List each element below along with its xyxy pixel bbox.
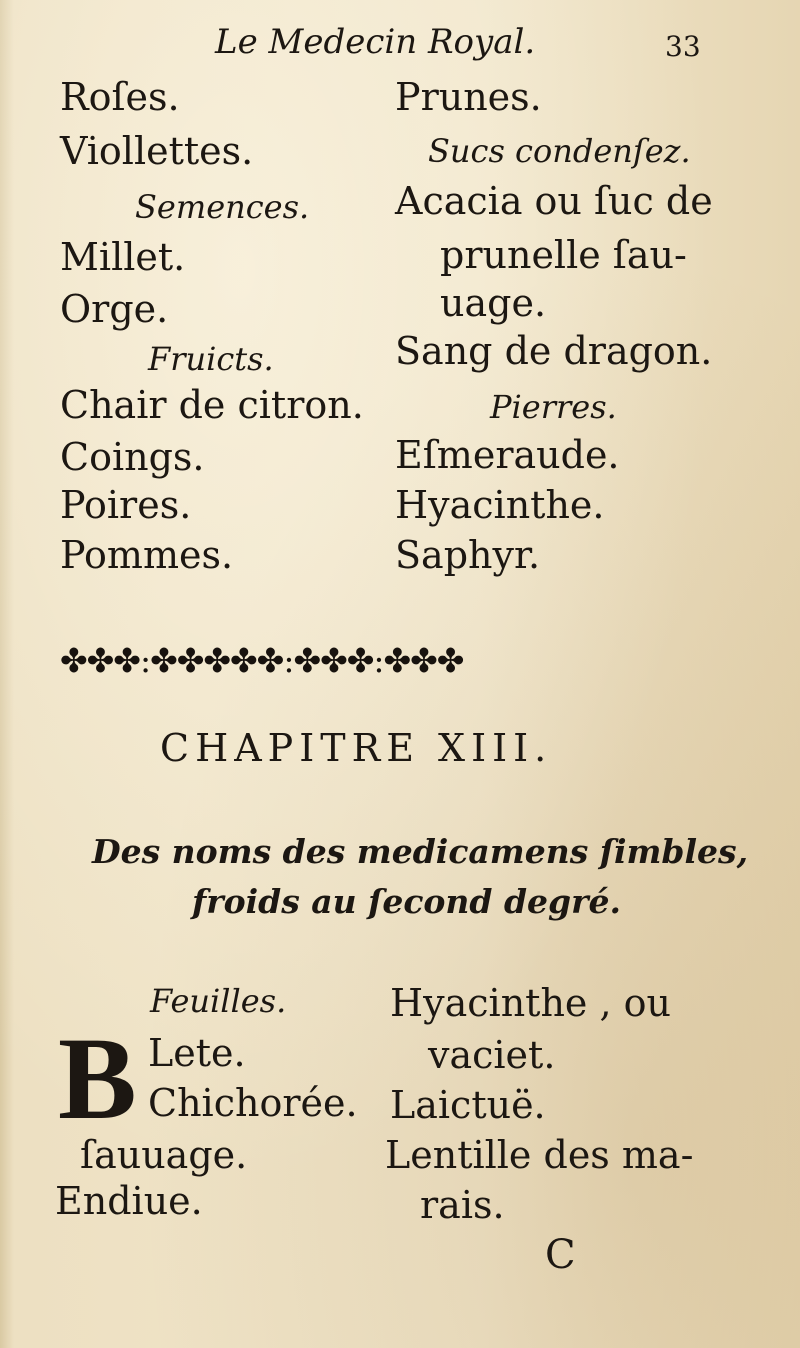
list-item: Pommes. xyxy=(60,533,234,577)
list-item: Millet. xyxy=(60,235,186,279)
list-item: Acacia ou ſuc de xyxy=(395,179,713,223)
page-number: 33 xyxy=(665,30,701,63)
section-heading: Semences. xyxy=(135,188,310,226)
list-item: Endiue. xyxy=(55,1179,203,1223)
section-heading: Fruicts. xyxy=(148,340,274,378)
chapter-subtitle-line1: Des noms des medicamens ſimbles, xyxy=(92,832,749,871)
list-item: Lete. xyxy=(148,1031,246,1075)
fleuron-ornament: ✤✤✤:✤✤✤✤✤:✤✤✤:✤✤✤ xyxy=(60,641,464,680)
drop-cap: B xyxy=(58,1013,137,1144)
signature-mark: C xyxy=(545,1232,576,1278)
list-item: Eſmeraude. xyxy=(395,433,620,477)
list-item: Roſes. xyxy=(60,75,180,119)
list-item: Laictuë. xyxy=(390,1083,546,1127)
list-item: Hyacinthe , ou xyxy=(390,981,671,1025)
chapter-heading: CHAPITRE XIII. xyxy=(160,726,553,770)
list-item: Orge. xyxy=(60,287,169,331)
running-title: Le Medecin Royal. xyxy=(215,22,536,62)
list-item: Sang de dragon. xyxy=(395,329,713,373)
chapter-subtitle-line2: froids au ſecond degré. xyxy=(192,882,621,921)
section-heading: Pierres. xyxy=(490,388,617,426)
list-item: Coings. xyxy=(60,435,205,479)
list-item: Prunes. xyxy=(395,75,542,119)
list-item: Viollettes. xyxy=(60,129,254,173)
list-item: rais. xyxy=(420,1183,505,1227)
list-item: Lentille des ma- xyxy=(385,1133,694,1177)
section-heading: Feuilles. xyxy=(150,982,287,1020)
list-item: vaciet. xyxy=(428,1033,556,1077)
list-item: ſauuage. xyxy=(80,1133,248,1177)
list-item: Poires. xyxy=(60,483,192,527)
list-item: Chair de citron. xyxy=(60,383,364,427)
list-item: prunelle ſau- xyxy=(440,233,687,277)
list-item: Hyacinthe. xyxy=(395,483,605,527)
list-item: Saphyr. xyxy=(395,533,541,577)
list-item: uage. xyxy=(440,281,547,325)
list-item: Chichorée. xyxy=(148,1081,358,1125)
section-heading: Sucs condenſez. xyxy=(428,132,691,170)
